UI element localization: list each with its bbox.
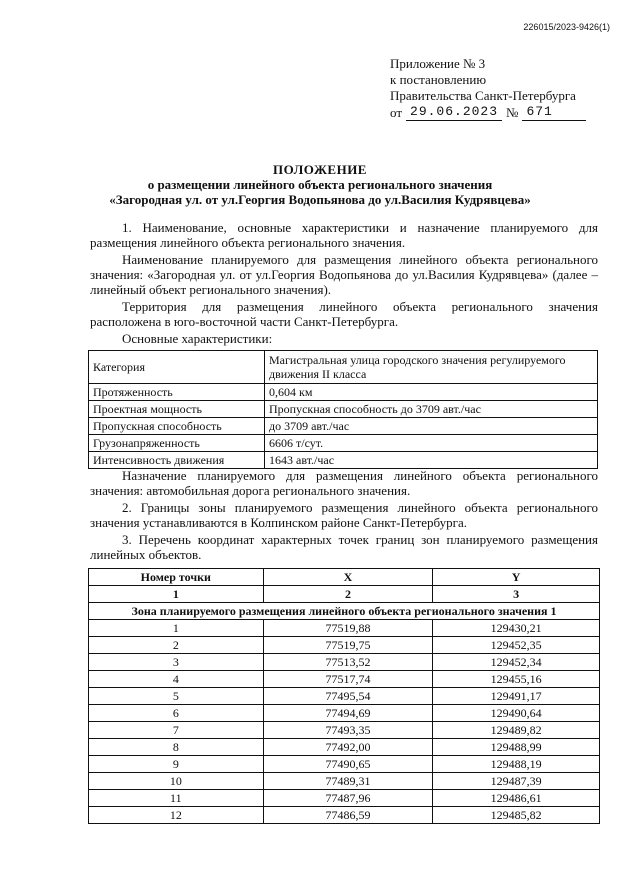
annex-header (390, 56, 586, 121)
char-value: до 3709 авт./час (265, 418, 598, 435)
annex-authority: Правительства Санкт-Петербурга (390, 88, 576, 103)
point-number: 8 (89, 739, 264, 756)
table-header-row (89, 569, 600, 586)
table-row (89, 654, 600, 671)
point-number: 1 (89, 620, 264, 637)
coord-y: 129488,99 (433, 739, 600, 756)
table-row (89, 637, 600, 654)
annex-title: Приложение № 3 (390, 56, 486, 71)
decree-date: 29.06.2023 (406, 104, 502, 121)
column-header: Номер точки (89, 569, 264, 586)
coord-x: 77486,59 (263, 807, 433, 824)
section-intro (90, 220, 598, 348)
table-row (89, 671, 600, 688)
char-key: Грузонапряженность (89, 435, 265, 452)
coord-x: 77513,52 (263, 654, 433, 671)
paragraph: Назначение планируемого для размещения линейного объекта регионального значения: автомобильная дорога регионального значения. (90, 468, 598, 498)
zone-row (89, 603, 600, 620)
char-value: Пропускная способность до 3709 авт./час (265, 401, 598, 418)
point-number: 11 (89, 790, 264, 807)
column-number: 3 (433, 586, 600, 603)
document-number: 226015/2023-9426(1) (523, 22, 610, 32)
annex-date-line (390, 104, 586, 121)
coord-x: 77519,88 (263, 620, 433, 637)
point-number: 2 (89, 637, 264, 654)
column-number: 2 (263, 586, 433, 603)
point-number: 9 (89, 756, 264, 773)
column-header: Y (433, 569, 600, 586)
paragraph: 1. Наименование, основные характеристики и назначение планируемого для размещения линейного объекта регионального значения. (90, 220, 598, 250)
coord-x: 77487,96 (263, 790, 433, 807)
table-row (89, 401, 598, 418)
coord-y: 129486,61 (433, 790, 600, 807)
table-row (89, 773, 600, 790)
char-value: 6606 т/сут. (265, 435, 598, 452)
coord-x: 77492,00 (263, 739, 433, 756)
table-row (89, 756, 600, 773)
coord-y: 129488,19 (433, 756, 600, 773)
annex-ref: к постановлению (390, 72, 487, 87)
char-key: Пропускная способность (89, 418, 265, 435)
coord-x: 77517,74 (263, 671, 433, 688)
table-row (89, 435, 598, 452)
coord-y: 129430,21 (433, 620, 600, 637)
point-number: 10 (89, 773, 264, 790)
paragraph: Территория для размещения линейного объекта регионального значения расположена в юго-восточной части Санкт-Петербурга. (90, 299, 598, 329)
char-value: 1643 авт./час (265, 452, 598, 469)
table-row (89, 384, 598, 401)
paragraph: Наименование планируемого для размещения линейного объекта регионального значения: «Загородная ул. от ул.Георгия Водопьянова до ул.Василия Кудрявцева» (далее – линейный объект регионального значения). (90, 252, 598, 297)
coord-y: 129491,17 (433, 688, 600, 705)
coord-x: 77519,75 (263, 637, 433, 654)
characteristics-table (88, 350, 598, 469)
point-number: 6 (89, 705, 264, 722)
coord-x: 77489,31 (263, 773, 433, 790)
table-row (89, 705, 600, 722)
paragraph: 2. Границы зоны планируемого размещения линейного объекта регионального значения устанавливаются в Колпинском районе Санкт-Петербурга. (90, 500, 598, 530)
table-row (89, 739, 600, 756)
decree-number: 671 (522, 104, 586, 121)
paragraph: 3. Перечень координат характерных точек границ зон планируемого размещения линейных объектов. (90, 532, 598, 562)
title-object-name: «Загородная ул. от ул.Георгия Водопьянова до ул.Василия Кудрявцева» (109, 192, 531, 207)
char-key: Проектная мощность (89, 401, 265, 418)
point-number: 12 (89, 807, 264, 824)
coord-x: 77490,65 (263, 756, 433, 773)
char-key: Протяженность (89, 384, 265, 401)
table-row (89, 790, 600, 807)
column-number: 1 (89, 586, 264, 603)
coord-y: 129455,16 (433, 671, 600, 688)
title-main: ПОЛОЖЕНИЕ (273, 162, 367, 177)
column-number-row (89, 586, 600, 603)
char-value: Магистральная улица городского значения регулируемого движения II класса (265, 351, 598, 384)
table-row (89, 688, 600, 705)
coord-y: 129490,64 (433, 705, 600, 722)
point-number: 3 (89, 654, 264, 671)
title-subtitle: о размещении линейного объекта регионального значения (147, 177, 493, 192)
coord-y: 129452,35 (433, 637, 600, 654)
char-key: Интенсивность движения (89, 452, 265, 469)
point-number: 4 (89, 671, 264, 688)
coord-x: 77494,69 (263, 705, 433, 722)
coordinate-rows (89, 620, 600, 824)
column-header: X (263, 569, 433, 586)
table-row (89, 722, 600, 739)
coordinates-table (88, 568, 600, 824)
document-title (0, 162, 640, 207)
point-number: 5 (89, 688, 264, 705)
table-row (89, 620, 600, 637)
coord-y: 129485,82 (433, 807, 600, 824)
coord-y: 129452,34 (433, 654, 600, 671)
coord-x: 77495,54 (263, 688, 433, 705)
table-row (89, 418, 598, 435)
paragraph: Основные характеристики: (122, 331, 273, 346)
section-boundaries (90, 468, 598, 564)
char-key: Категория (89, 351, 265, 384)
table-row (89, 452, 598, 469)
table-row (89, 351, 598, 384)
coord-y: 129489,82 (433, 722, 600, 739)
point-number: 7 (89, 722, 264, 739)
zone-title: Зона планируемого размещения линейного объекта регионального значения 1 (89, 603, 600, 620)
number-prefix: № (506, 105, 519, 120)
char-value: 0,604 км (265, 384, 598, 401)
table-row (89, 807, 600, 824)
date-prefix: от (390, 105, 403, 120)
coord-y: 129487,39 (433, 773, 600, 790)
coord-x: 77493,35 (263, 722, 433, 739)
